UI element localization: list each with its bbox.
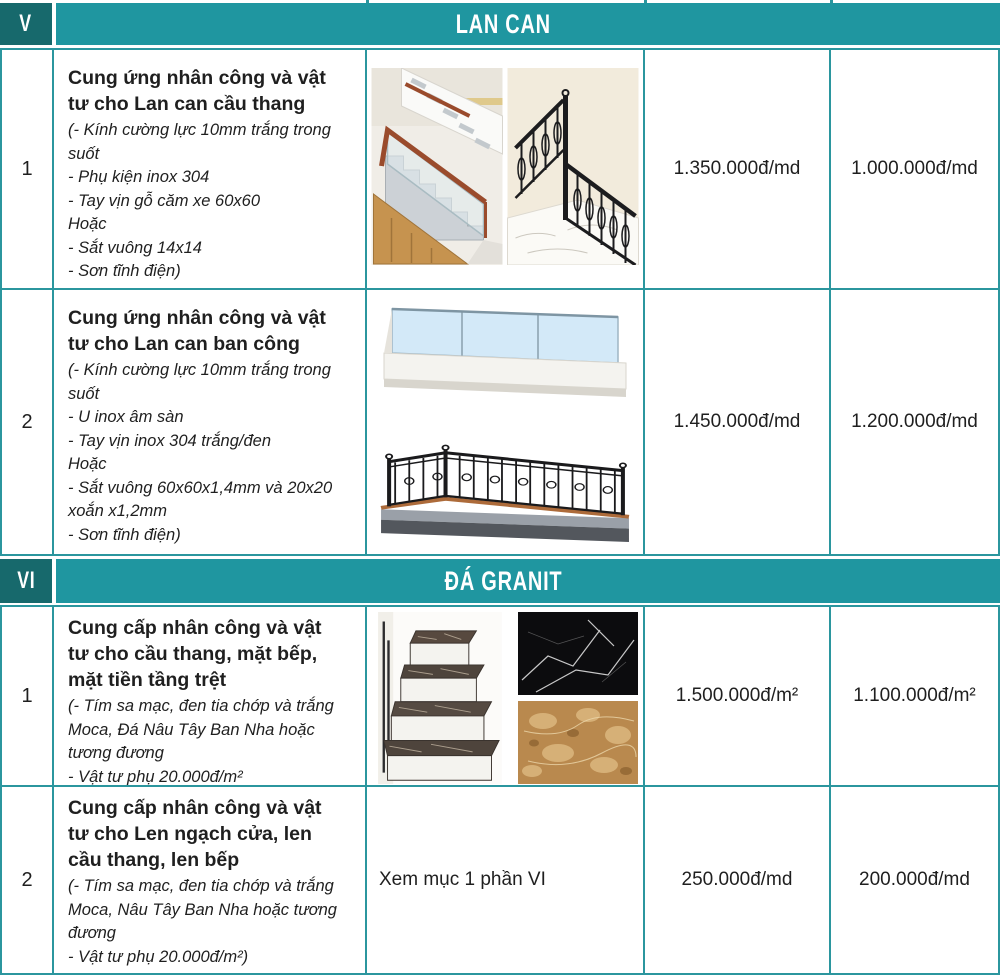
item-specs [68,119,341,284]
spec-line: Hoặc [68,215,107,233]
item-title: Cung cấp nhân công và vật tư cho cầu thang, mặt bếp, mặt tiền tầng trệt [68,617,322,691]
price-alt: 1.000.000đ/md [851,158,978,179]
spec-line: - Tay vịn gỗ căm xe 60x60 [68,191,260,210]
price-main-cell [645,787,829,973]
item-title: Cung cấp nhân công và vật tư cho Len ngạch cửa, len cầu thang, len bếp [68,797,322,871]
spec-line: (- Tím sa mạc, đen tia chớp và trắng Moca, Đá Nâu Tây Ban Nha hoặc tương đương [68,697,334,762]
spec-line: (- Kính cường lực 10mm trắng trong suốt [68,121,331,163]
section-title-band [56,559,1000,603]
marble-swatches [517,612,639,785]
item-title: Cung ứng nhân công và vật tư cho Lan can ban công [68,307,326,355]
spec-line: - Tay vịn inox 304 trắng/đen [68,431,272,450]
section-title-text: ĐÁ GRANIT [444,565,562,596]
table-row [0,605,1000,787]
row-number: 1 [21,684,33,707]
reference-note: Xem mục 1 phần VI [379,869,546,890]
spec-line: Hoặc [68,455,107,473]
section-title-band [56,3,1000,45]
section-numeral-v [0,3,52,45]
price-alt: 200.000đ/md [859,869,970,890]
row-number: 2 [21,868,33,891]
column-border-stub [644,0,647,3]
price-main-cell [645,290,829,554]
row-number: 2 [21,410,33,433]
section-header-da-granit [0,559,1000,603]
spec-line: (- Tím sa mạc, đen tia chớp và trắng Moca, Nâu Tây Ban Nha hoặc tương đương [68,877,337,942]
iron-balcony-railing-photo [375,429,635,542]
granite-stair-photo [371,612,509,784]
table-row [0,785,1000,975]
photo-cell [367,290,643,554]
table-row [0,48,1000,290]
section-title-text: LAN CAN [455,8,551,39]
description-cell [54,50,365,288]
row-number-cell [2,290,52,554]
column-border-stub [366,0,369,3]
price-main-cell [645,50,829,288]
section-numeral-text: VI [16,567,36,594]
price-alt-cell [831,50,998,288]
price-main: 250.000đ/md [681,869,793,890]
description-cell [54,290,365,554]
price-alt-cell [831,290,998,554]
item-specs [68,695,341,785]
black-marble-swatch [517,612,639,695]
iron-stair-railing-photo [507,68,639,265]
spec-line: - Sơn tĩnh điện) [68,262,181,280]
item-specs [68,875,341,969]
brown-marble-swatch [517,701,639,784]
price-alt: 1.200.000đ/md [851,411,978,432]
column-border-stub [830,0,833,3]
section-numeral-text: V [19,10,33,37]
spec-line: - Sắt vuông 14x14 [68,238,202,257]
row-number-cell [2,787,52,973]
spec-line: - Vật tư phụ 20.000đ/m² [68,767,243,785]
glass-wood-stair-railing-photo [371,68,503,265]
spec-line: - Vật tư phụ 20.000đ/m²) [68,947,249,966]
price-main-cell [645,607,829,785]
table-row [0,288,1000,556]
row-number-cell [2,50,52,288]
row-number: 1 [21,157,33,180]
spec-line: - U inox âm sàn [68,408,184,426]
reference-note-cell [367,787,643,973]
description-cell [54,787,365,973]
glass-balcony-railing-photo [375,303,635,419]
spec-line: - Sơn tĩnh điện) [68,525,181,544]
spec-line: - Sắt vuông 60x60x1,4mm và 20x20 xoắn x1,2mm [68,478,333,520]
spec-line: (- Kính cường lực 10mm trắng trong suốt [68,361,331,403]
item-specs [68,359,341,547]
section-header-lan-can [0,3,1000,45]
photo-cell [367,607,643,785]
price-alt-cell [831,607,998,785]
description-cell [54,607,365,785]
price-main: 1.350.000đ/md [673,158,801,179]
price-alt: 1.100.000đ/m² [853,685,976,706]
spec-line: - Phụ kiện inox 304 [68,168,210,186]
section-numeral-vi [0,559,52,603]
photo-cell [367,50,643,288]
price-main: 1.500.000đ/m² [675,685,799,706]
row-number-cell [2,607,52,785]
top-crop-strip [0,0,1000,3]
price-alt-cell [831,787,998,973]
item-title: Cung ứng nhân công và vật tư cho Lan can cầu thang [68,67,326,115]
price-main: 1.450.000đ/md [673,411,801,432]
